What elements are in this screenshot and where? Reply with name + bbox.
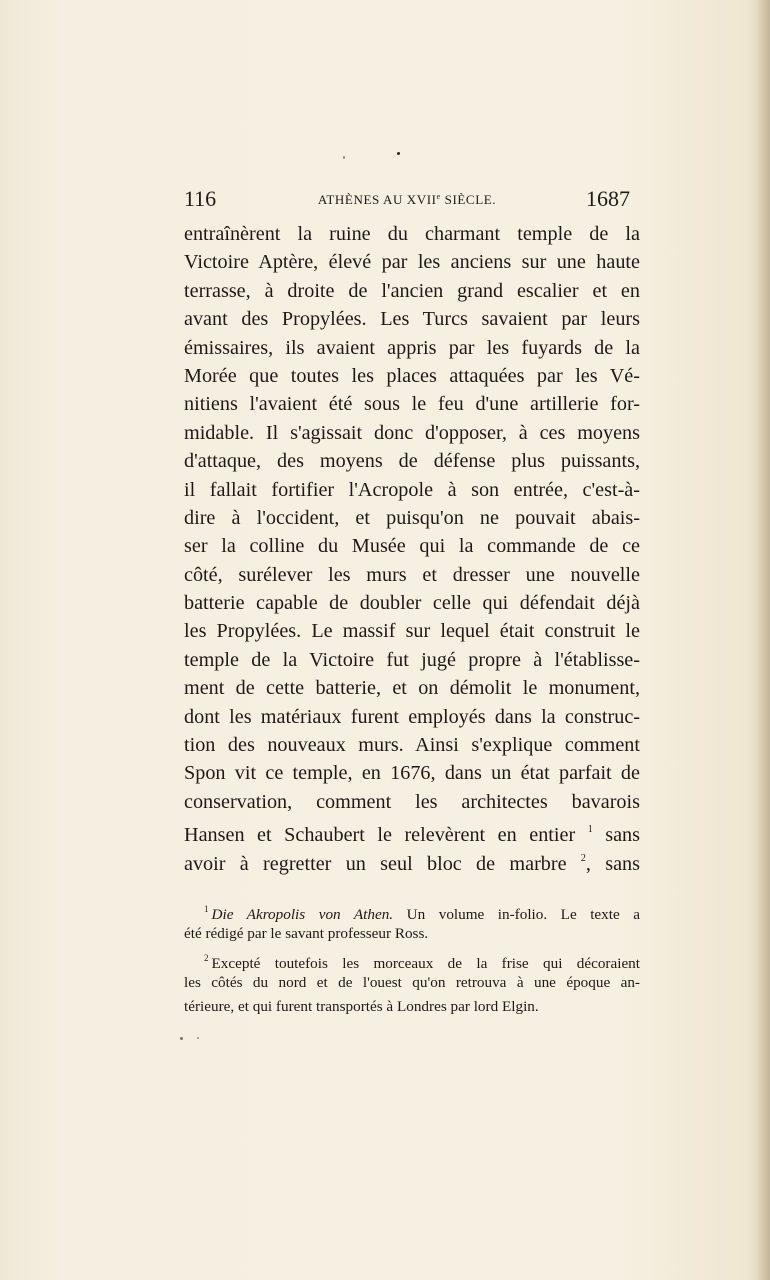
footnote-2-continuation: térieure, et qui furent transportés à Londres par lord Elgin.: [184, 998, 539, 1015]
footnote-reference-2[interactable]: 2: [580, 852, 586, 864]
text-line: batterie capable de doubler celle qui défendait déjà: [184, 592, 640, 615]
text-line: entraînèrent la ruine du charmant temple de la: [184, 223, 640, 245]
text-line: ser la colline du Musée qui la commande de ce: [184, 535, 640, 558]
text-line: les Propylées. Le massif sur lequel était construit le: [184, 620, 640, 643]
footnote-reference-1[interactable]: 1: [587, 824, 593, 836]
text-line-footnote-ref-2: avoir à regretter un seul bloc de marbre $^2$, sans: [184, 852, 640, 875]
footnote-1-title: Die Akropolis von Athen.: [211, 906, 394, 923]
text-line: dont les matériaux furent employés dans la construc-: [184, 705, 640, 728]
text-line: midable. Il s'agissait donc d'opposer, à ces moyens: [184, 421, 640, 444]
text-line: émissaires, ils avaient appris par les fuyards de la: [184, 336, 640, 359]
footnote-1-continuation: été rédigé par le savant professeur Ross.: [184, 924, 429, 942]
ink-speck: [397, 152, 400, 155]
text-line: ment de cette batterie, et on démolit le monument,: [184, 677, 640, 700]
text-line-footnote-ref-1: Hansen et Schaubert le relevèrent en entier $^1$ sans: [184, 824, 640, 847]
footnote-2-continuation: les côtés du nord et de l'ouest qu'on retrouva à une époque an-: [184, 973, 640, 991]
text-line: il fallait fortifier l'Acropole à son entrée, c'est-à-: [184, 478, 640, 501]
text-line: Victoire Aptère, élevé par les anciens sur une haute: [184, 251, 640, 274]
text-line: côté, surélever les murs et dresser une nouvelle: [184, 563, 640, 586]
text-line: tion des nouveaux murs. Ainsi s'explique comment: [184, 734, 640, 757]
text-line: avant des Propylées. Les Turcs savaient par leurs: [184, 308, 640, 331]
page-number: 116: [184, 186, 217, 211]
text-line: nitiens l'avaient été sous le feu d'une artillerie for-: [184, 393, 640, 416]
footnotes: [184, 897, 640, 1020]
body-text: [184, 220, 640, 873]
text-line: terrasse, à droite de l'ancien grand escalier et en: [184, 279, 640, 302]
text-line: d'attaque, des moyens de défense plus puissants,: [184, 450, 640, 473]
running-title: ATHÈNES AU XVIIe SIÈCLE.: [317, 192, 497, 207]
footnote-1: $^1$ Die Akropolis von Athen. Un volume in-folio. Le texte a: [204, 904, 640, 923]
text-line: Spon vit ce temple, en 1676, dans un état parfait de: [184, 762, 640, 785]
footnote-2: $^2$ Excepté toutefois les morceaux de la frise qui décoraient: [204, 953, 640, 972]
text-line: dire à l'occident, et puisqu'on ne pouvait abais-: [184, 506, 640, 529]
text-line: temple de la Victoire fut jugé propre à l'établisse-: [184, 648, 640, 671]
ink-speck: [197, 1037, 199, 1039]
running-header: [184, 186, 630, 216]
footnote-1-mark: 1: [204, 904, 209, 914]
text-line: Morée que toutes les places attaquées par les Vé-: [184, 364, 640, 387]
text-line: conservation, comment les architectes bavarois: [184, 790, 640, 813]
ink-speck: [343, 156, 345, 159]
page-edge-shadow: [756, 0, 770, 1280]
ink-speck: [180, 1037, 183, 1040]
footnote-2-mark: 2: [204, 953, 209, 963]
header-year: 1687: [586, 186, 630, 211]
